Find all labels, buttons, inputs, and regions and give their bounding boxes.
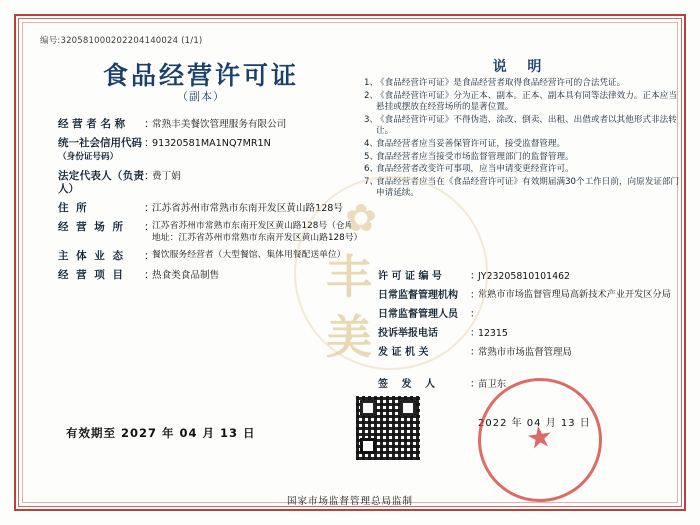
field-value: 常熟丰美餐饮管理服务有限公司 bbox=[152, 119, 287, 130]
field-colon: ： bbox=[144, 221, 155, 233]
field-value: 91320581MA1NQ7MR1N bbox=[152, 138, 271, 149]
field-row-legal-rep bbox=[58, 170, 358, 196]
field-label: 法定代表人（负责人） bbox=[58, 170, 144, 195]
note-text: 食品经营者应当接受市场监督管理部门的监督管理。 bbox=[376, 151, 574, 162]
field-colon: ： bbox=[470, 347, 480, 358]
field-colon: ： bbox=[144, 137, 155, 149]
issuer-value: 苗卫东 bbox=[478, 379, 507, 390]
note-item bbox=[364, 139, 684, 151]
validity-date: 有效期至 2027 年 04 月 13 日 bbox=[66, 426, 256, 440]
note-number: 1、 bbox=[364, 78, 379, 88]
field-colon: ： bbox=[470, 271, 480, 282]
field-label: 经 营 场 所 bbox=[58, 221, 125, 233]
note-number: 2、 bbox=[364, 90, 379, 101]
field-colon: ： bbox=[144, 269, 155, 281]
field-label: 经 营 项 目 bbox=[58, 269, 125, 281]
field-value: 餐饮服务经营者（大型餐馆、集体用餐配送单位） bbox=[152, 250, 346, 260]
note-text: 食品经营者应当妥善保管许可证，接受监督管理。 bbox=[376, 138, 566, 149]
field-colon: ： bbox=[470, 328, 480, 339]
note-number: 3、 bbox=[364, 114, 379, 125]
note-text: 《食品经营许可证》不得伪造、涂改、倒卖、出租、出借或者以其他形式非法转让。 bbox=[376, 114, 677, 137]
page-subtitle: （副本） bbox=[177, 90, 225, 103]
field-label-sub: （身份证号码） bbox=[58, 152, 119, 162]
field-colon: ： bbox=[470, 309, 480, 320]
field-label: 发 证 机 关 bbox=[378, 347, 429, 358]
watermark-circle bbox=[294, 176, 488, 370]
field-value: JY23205810101462 bbox=[478, 271, 570, 282]
field-colon: ： bbox=[144, 170, 155, 182]
field-colon: ： bbox=[144, 250, 155, 262]
field-value: 费丁娟 bbox=[152, 171, 181, 182]
note-item bbox=[364, 164, 684, 176]
note-item bbox=[364, 152, 684, 164]
note-text: 《食品经营许可证》分为正本、副本。正本、副本具有同等法律效力。正本应当悬挂或摆放在经营场所的显著位置。 bbox=[376, 90, 677, 113]
field-value: 热食类食品制售 bbox=[152, 270, 220, 281]
seal-star-icon: ★ bbox=[523, 418, 556, 458]
note-number: 7、 bbox=[364, 176, 379, 187]
field-value: 12315 bbox=[478, 328, 508, 339]
seal-text bbox=[473, 373, 606, 506]
field-label: 住 所 bbox=[58, 202, 89, 214]
footer-text: 国家市场监督管理总局监制 bbox=[286, 496, 413, 507]
field-value: 常熟市市场监督管理局 bbox=[478, 347, 572, 358]
field-label: 日常监督管理人员 bbox=[378, 309, 458, 320]
field-label: 日常监督管理机构 bbox=[378, 290, 458, 301]
field-label-main: 统一社会信用代码 bbox=[58, 137, 142, 149]
note-text: 食品经营者应当在《食品经营许可证》有效期届满30个工作日前，向原发证部门申请延续。 bbox=[376, 176, 680, 199]
note-number: 5、 bbox=[364, 151, 379, 162]
watermark-char: 丰 bbox=[326, 250, 372, 304]
field-colon: ： bbox=[144, 202, 155, 214]
official-seal bbox=[470, 370, 610, 510]
field-colon: ： bbox=[470, 290, 480, 301]
watermark-char: 美 bbox=[326, 310, 372, 364]
qr-code-marker bbox=[360, 438, 376, 454]
note-text: 食品经营者改变许可事项，应当申请变更经营许可。 bbox=[376, 164, 574, 175]
notes-title: 说 明 bbox=[492, 59, 550, 75]
issuer-label: 签 发 人 bbox=[378, 379, 440, 390]
note-number: 4、 bbox=[364, 138, 379, 149]
field-label: 许 可 证 编 号 bbox=[378, 271, 442, 282]
note-item bbox=[364, 91, 684, 114]
field-colon: ： bbox=[144, 118, 155, 130]
field-value: 江苏省苏州市常熟市东南开发区黄山路128号 bbox=[152, 203, 343, 214]
certificate-content bbox=[26, 26, 680, 499]
watermark-flower-icon: ✿ bbox=[345, 196, 377, 240]
field-row-operator-name bbox=[58, 118, 358, 131]
field-value: 常熟市市场监督管理局高新技术产业开发区分局 bbox=[478, 289, 671, 300]
field-colon: ： bbox=[470, 379, 480, 390]
note-text: 《食品经营许可证》是食品经营者取得食品经营许可的合法凭证。 bbox=[376, 78, 626, 88]
field-label bbox=[58, 137, 144, 164]
note-item bbox=[364, 115, 684, 138]
field-label: 投诉举报电话 bbox=[378, 328, 438, 339]
field-label: 经 营 者 名 称 bbox=[58, 118, 126, 130]
serial-number: 编号:320581000202204140024 (1/1) bbox=[40, 36, 203, 46]
field-label: 主 体 业 态 bbox=[58, 250, 125, 262]
note-item bbox=[364, 78, 684, 90]
field-row-credit-code bbox=[58, 137, 358, 164]
page-title: 食品经营许可证 bbox=[102, 61, 299, 90]
issue-date: 2022 年 04 月 13 日 bbox=[478, 418, 591, 429]
note-number: 6、 bbox=[364, 164, 379, 175]
field-value: 江苏省苏州市常熟市东南开发区黄山路128号（仓库地址：江苏省苏州市常熟市东南开发区黄山路128号） bbox=[152, 221, 363, 243]
